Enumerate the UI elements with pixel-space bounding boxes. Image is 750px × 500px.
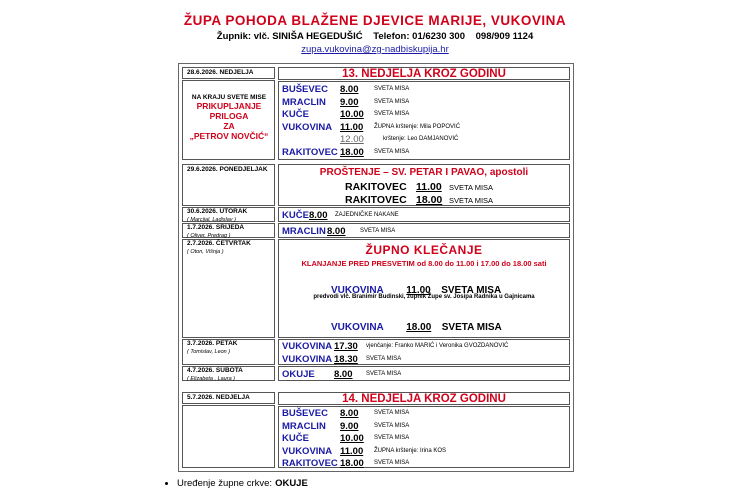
saint-names: ( Oton, Višnja ) bbox=[187, 248, 224, 255]
day-title-d5: ŽUPNO KLEČANJE bbox=[365, 243, 483, 257]
place: MRACLIN bbox=[282, 420, 326, 432]
cleaning-note bbox=[165, 478, 308, 489]
desc: SVETA MISA bbox=[449, 183, 494, 192]
desc: SVETA MISA bbox=[360, 228, 396, 234]
date-label: 4.7.2026. SUBOTA bbox=[187, 367, 243, 374]
time: 18.30 bbox=[334, 353, 358, 365]
note-line: NA KRAJU SVETE MISE bbox=[191, 94, 267, 101]
parish-title: ŽUPA POHODA BLAŽENE DJEVICE MARIJE, VUKOVINA bbox=[183, 13, 567, 28]
desc: SVETA MISA bbox=[374, 148, 410, 155]
date-cell-d4 bbox=[182, 223, 275, 238]
desc: SVETA MISA bbox=[374, 98, 410, 105]
date-label: 3.7.2026. PETAK bbox=[187, 340, 238, 347]
mass-list-d6 bbox=[278, 339, 570, 365]
mass-list-d5 bbox=[278, 239, 570, 338]
date-label: 2.7.2026. ČETVRTAK bbox=[187, 240, 251, 247]
date-cell-d6 bbox=[182, 339, 275, 365]
saint-names: ( Marcijal, Ladislav ) bbox=[187, 216, 236, 223]
time: 8.00 bbox=[340, 84, 359, 95]
place: MRACLIN bbox=[282, 226, 326, 237]
place: VUKOVINA bbox=[282, 445, 333, 457]
place: KUČE bbox=[282, 433, 309, 444]
desc: ZAJEDNIČKE NAKANE bbox=[335, 212, 399, 218]
cleaning-value: OKUJE bbox=[275, 478, 308, 489]
place: KUČE bbox=[282, 109, 309, 120]
desc: krštenje: Leo DAMJANOVIĆ bbox=[383, 136, 459, 142]
date-label: 5.7.2026. NEDJELJA bbox=[187, 394, 250, 401]
desc: SVETA MISA bbox=[374, 410, 410, 416]
desc: ŽUPNA krštenje: Mila POPOVIĆ bbox=[374, 123, 461, 130]
place: VUKOVINA bbox=[282, 341, 333, 352]
mass-list-d4 bbox=[278, 223, 570, 238]
mobile-number: 098/909 1124 bbox=[475, 31, 534, 42]
day-title-d8: 14. NEDJELJA KROZ GODINU bbox=[278, 392, 570, 405]
desc: SVETA MISA bbox=[449, 195, 494, 205]
time: 17.30 bbox=[334, 341, 358, 352]
pastor-name: Župnik: vlč. SINIŠA HEGEDUŠIĆ bbox=[216, 31, 363, 42]
place: RAKITOVEC bbox=[282, 458, 338, 469]
day-title-d1: 13. NEDJELJA KROZ GODINU bbox=[278, 67, 570, 80]
date-cell-d5 bbox=[182, 239, 275, 338]
collection-note bbox=[178, 94, 280, 141]
date-cell-d1 bbox=[182, 67, 275, 79]
time: 8.00 bbox=[327, 226, 346, 237]
desc: SVETA MISA bbox=[374, 111, 410, 117]
time: 10.00 bbox=[340, 433, 364, 444]
time: 8.00 bbox=[340, 408, 359, 419]
desc: SVETA MISA bbox=[374, 86, 410, 92]
time: 18.00 bbox=[416, 193, 443, 206]
place: VUKOVINA bbox=[331, 322, 384, 333]
desc: SVETA MISA bbox=[374, 435, 410, 441]
date-label: 29.6.2026. PONEDJELJAK bbox=[187, 166, 268, 173]
email-link[interactable]: zupa.vukovina@zg-nadbiskupija.hr bbox=[301, 44, 449, 55]
desc: SVETA MISA bbox=[441, 322, 502, 333]
contact-line bbox=[0, 31, 750, 42]
date-label: 30.6.2026. UTORAK bbox=[187, 208, 248, 215]
cleaning-label: Uređenje župne crkve: bbox=[177, 478, 273, 489]
time: 8.00 bbox=[309, 210, 328, 221]
time: 9.00 bbox=[340, 420, 359, 432]
place: VUKOVINA bbox=[331, 285, 384, 296]
desc: SVETA MISA bbox=[441, 285, 502, 296]
time: 11.00 bbox=[406, 285, 431, 296]
date-cell-d2 bbox=[182, 164, 275, 206]
mass-list-d8 bbox=[278, 406, 570, 468]
phone-number: Telefon: 01/6230 300 bbox=[373, 31, 465, 42]
place: BUŠEVEC bbox=[282, 408, 328, 419]
time: 9.00 bbox=[340, 96, 359, 108]
place: OKUJE bbox=[282, 369, 315, 380]
time: 18.00 bbox=[340, 458, 364, 469]
time: 11.00 bbox=[340, 445, 364, 457]
time: 11.00 bbox=[416, 181, 442, 193]
place: MRACLIN bbox=[282, 96, 326, 108]
desc: SVETA MISA bbox=[374, 422, 410, 429]
saint-names: ( Tomislav, Leon ) bbox=[187, 348, 231, 355]
mass-list-d2 bbox=[278, 164, 570, 206]
mass-list-d7 bbox=[278, 366, 570, 381]
desc: vjenčanje: Franko MARIĆ i Veronika GVOZDANOVIĆ bbox=[366, 343, 509, 349]
mass-list-d1 bbox=[278, 81, 570, 160]
note-line: „PETROV NOVČIĆ“ bbox=[189, 131, 269, 141]
desc: ŽUPNA krštenje: Irina KOS bbox=[374, 447, 447, 454]
adoration-line: KLANJANJE PRED PRESVETIM od 8.00 do 11.00 i 17.00 do 18.00 sati bbox=[301, 259, 547, 268]
date-cell-d3 bbox=[182, 207, 275, 222]
place: VUKOVINA bbox=[282, 353, 333, 365]
day-title-d2: PROŠTENJE – SV. PETAR I PAVAO, apostoli bbox=[319, 167, 529, 178]
saint-names: ( Elizabeta , Laura ) bbox=[187, 375, 235, 382]
bullet-icon bbox=[165, 482, 168, 485]
note-line: PRILOGA bbox=[209, 111, 249, 121]
date-cell-d8 bbox=[182, 392, 275, 404]
place: KUČE bbox=[282, 210, 309, 221]
mass-row bbox=[331, 317, 502, 335]
time: 10.00 bbox=[340, 109, 364, 120]
time: 12.00 bbox=[340, 134, 364, 145]
time: 11.00 bbox=[340, 121, 364, 133]
time: 8.00 bbox=[334, 369, 353, 380]
mass-list-d3 bbox=[278, 207, 570, 222]
time: 18.00 bbox=[340, 146, 364, 158]
saint-names: ( Oliver, Predrag ) bbox=[187, 232, 231, 239]
time: 18.00 bbox=[406, 322, 432, 333]
date-label: 1.7.2026. SRIJEDA bbox=[187, 224, 245, 231]
desc: SVETA MISA bbox=[366, 355, 402, 362]
note-line: ZA bbox=[223, 121, 235, 131]
place: BUŠEVEC bbox=[282, 84, 328, 95]
presider-line: predvodi vlč. Branimir Budinski, župnik Župe sv. Josipa Radnika u Gajnicama bbox=[313, 294, 535, 300]
date-label: 28.6.2026. NEDJELJA bbox=[187, 69, 254, 76]
place: VUKOVINA bbox=[282, 121, 333, 133]
place: RAKITOVEC bbox=[282, 146, 338, 158]
note-line: PRIKUPLJANJE bbox=[196, 101, 262, 111]
place: RAKITOVEC bbox=[345, 193, 407, 206]
empty-cell bbox=[182, 405, 275, 468]
place: RAKITOVEC bbox=[345, 181, 407, 193]
date-cell-d7 bbox=[182, 366, 275, 381]
desc: SVETA MISA bbox=[366, 371, 402, 377]
desc: SVETA MISA bbox=[374, 460, 410, 466]
